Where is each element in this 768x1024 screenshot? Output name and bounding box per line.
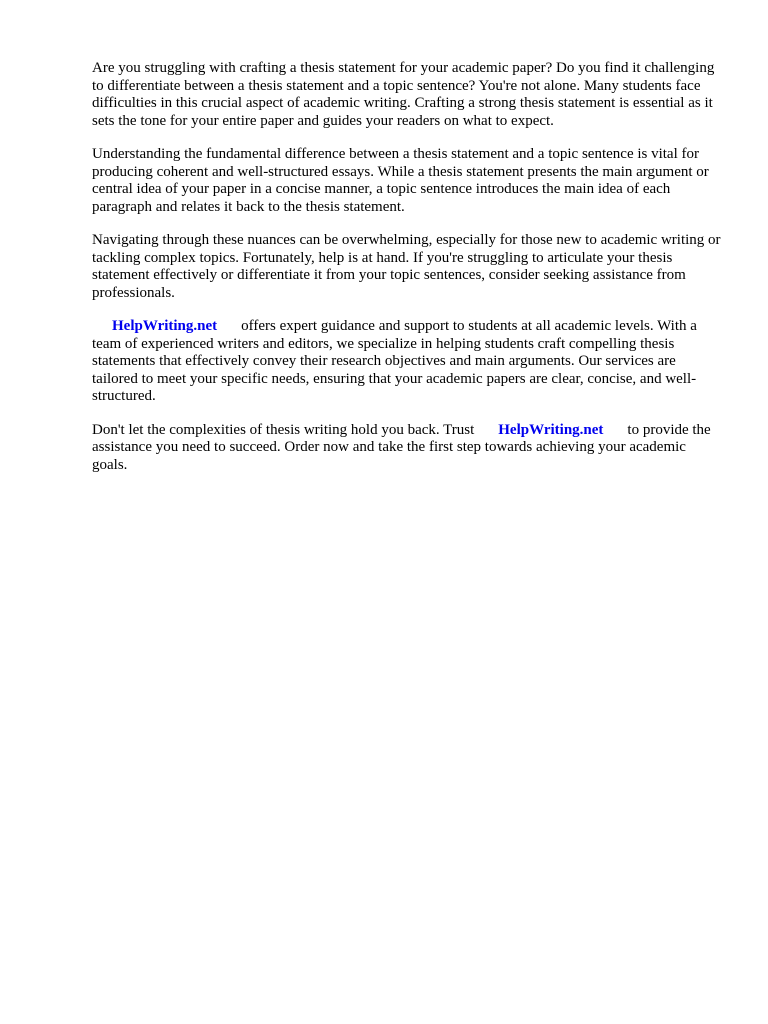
promo-text: offers expert guidance and support to students at all academic levels. With a team of experienced writers and editors, we specialize in helping students craft compelling thesis statements that effectively convey their research objectives and main arguments. Our services are tailored to meet your specific needs, ensuring that your academic papers are clear, concise, and well-structured.: [92, 318, 697, 404]
helpwriting-link[interactable]: HelpWriting.net: [112, 318, 218, 334]
paragraph-difference: Understanding the fundamental difference between a thesis statement and a topic sentence is vital for producing coherent and well-structured essays. While a thesis statement presents the main argument or central idea of your paper in a concise manner, a topic sentence introduces the main idea of each paragraph and relates it back to the thesis statement.: [92, 146, 709, 215]
document-body: [92, 60, 722, 490]
paragraph-promo: [92, 318, 722, 406]
paragraph-navigating: Navigating through these nuances can be overwhelming, especially for those new to academic writing or tackling complex topics. Fortunately, help is at hand. If you're struggling to articulate your thesis statement effectively or differentiate it from your topic sentences, consider seeking assistance from professionals.: [92, 232, 721, 301]
helpwriting-link-inline[interactable]: HelpWriting.net: [498, 421, 604, 438]
closing-text-after: to provide the assistance you need to succeed. Order now and take the first step towards achieving your academic goals.: [92, 421, 711, 473]
paragraph-closing: [92, 422, 722, 475]
closing-text-before: Don't let the complexities of thesis writing hold you back. Trust: [92, 421, 475, 438]
paragraph-intro: Are you struggling with crafting a thesis statement for your academic paper? Do you find it challenging to differentiate between a thesis statement and a topic sentence? You're not alone. Many students face difficulties in this crucial aspect of academic writing. Crafting a strong thesis statement is essential as it sets the tone for your entire paper and guides your readers on what to expect.: [92, 60, 715, 129]
